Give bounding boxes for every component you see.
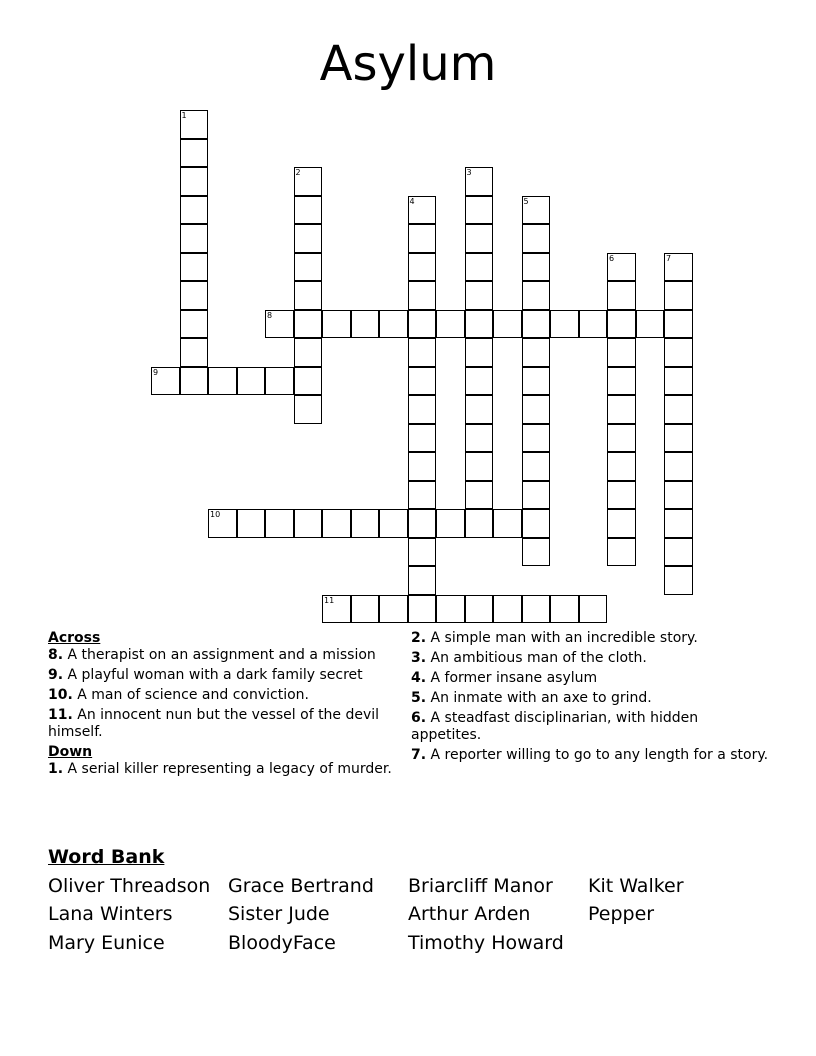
- clue-number: 2.: [411, 630, 427, 646]
- clue-number: 3.: [411, 650, 427, 666]
- clue-down-4: [411, 670, 771, 687]
- grid-cell[interactable]: [465, 595, 494, 624]
- clue-number-label: 8: [267, 310, 273, 320]
- grid-cell[interactable]: [522, 281, 551, 310]
- grid-cell[interactable]: [180, 196, 209, 225]
- grid-cell[interactable]: [322, 509, 351, 538]
- grid-cell[interactable]: [664, 566, 693, 595]
- grid-cell[interactable]: [465, 452, 494, 481]
- grid-cell[interactable]: [522, 224, 551, 253]
- grid-cell[interactable]: [522, 253, 551, 282]
- word-bank-item: Sister Jude: [228, 903, 330, 925]
- grid-cell[interactable]: [379, 595, 408, 624]
- grid-cell[interactable]: [294, 338, 323, 367]
- grid-cell[interactable]: [465, 481, 494, 510]
- grid-cell[interactable]: [664, 367, 693, 396]
- puzzle-title: Asylum: [319, 36, 497, 92]
- grid-cell[interactable]: [465, 509, 494, 538]
- clues-right-column: [411, 630, 771, 767]
- grid-cell[interactable]: [522, 452, 551, 481]
- grid-cell[interactable]: [408, 424, 437, 453]
- grid-cell[interactable]: [180, 253, 209, 282]
- grid-cell[interactable]: [607, 310, 636, 339]
- clue-down-5: [411, 690, 771, 707]
- grid-cell[interactable]: [664, 452, 693, 481]
- clue-number-label: 10: [210, 510, 221, 519]
- clues-left-column: [48, 630, 393, 781]
- clue-text: A steadfast disciplinarian, with hidden appetites.: [411, 710, 699, 743]
- grid-cell[interactable]: [408, 310, 437, 339]
- grid-cell[interactable]: [579, 595, 608, 624]
- clue-down-1: [48, 761, 393, 778]
- grid-cell[interactable]: [408, 281, 437, 310]
- clue-number: 8.: [48, 647, 64, 663]
- grid-cell[interactable]: [408, 367, 437, 396]
- grid-cell[interactable]: [265, 509, 294, 538]
- grid-cell[interactable]: [664, 310, 693, 339]
- word-bank-item: Kit Walker: [588, 875, 684, 897]
- grid-cell[interactable]: [522, 196, 551, 225]
- grid-cell[interactable]: [522, 367, 551, 396]
- grid-cell[interactable]: [607, 509, 636, 538]
- grid-cell[interactable]: [436, 595, 465, 624]
- grid-cell[interactable]: [294, 395, 323, 424]
- clue-number: 9.: [48, 667, 64, 683]
- clue-number-label: 3: [466, 168, 472, 177]
- grid-cell[interactable]: [208, 367, 237, 396]
- grid-cell[interactable]: [408, 196, 437, 225]
- word-bank-item: Briarcliff Manor: [408, 875, 553, 897]
- grid-cell[interactable]: [180, 338, 209, 367]
- word-bank-item: Oliver Threadson: [48, 875, 211, 897]
- grid-cell[interactable]: [465, 367, 494, 396]
- grid-cell[interactable]: [465, 424, 494, 453]
- grid-cell[interactable]: [180, 224, 209, 253]
- word-bank-item: BloodyFace: [228, 932, 336, 954]
- grid-cell[interactable]: [493, 310, 522, 339]
- grid-cell[interactable]: [607, 338, 636, 367]
- grid-cell[interactable]: [607, 253, 636, 282]
- grid-cell[interactable]: [664, 395, 693, 424]
- clue-text: A therapist on an assignment and a mission: [67, 647, 376, 663]
- clue-number: 5.: [411, 690, 427, 706]
- grid-cell[interactable]: [408, 481, 437, 510]
- grid-cell[interactable]: [607, 395, 636, 424]
- grid-cell[interactable]: [351, 310, 380, 339]
- grid-cell[interactable]: [408, 595, 437, 624]
- grid-cell[interactable]: [180, 167, 209, 196]
- grid-cell[interactable]: [408, 338, 437, 367]
- grid-cell[interactable]: [294, 196, 323, 225]
- clue-number-label: 1: [181, 111, 187, 120]
- clue-number-label: 5: [523, 196, 529, 206]
- grid-cell[interactable]: [351, 509, 380, 538]
- grid-cell[interactable]: [379, 509, 408, 538]
- grid-cell[interactable]: [522, 509, 551, 538]
- word-bank-heading: Word Bank: [48, 846, 165, 868]
- grid-cell[interactable]: [294, 224, 323, 253]
- grid-cell[interactable]: [522, 395, 551, 424]
- grid-cell[interactable]: [408, 253, 437, 282]
- grid-cell[interactable]: [322, 310, 351, 339]
- grid-cell[interactable]: [408, 566, 437, 595]
- clue-number-label: 6: [609, 253, 615, 263]
- grid-cell[interactable]: [465, 167, 494, 196]
- clue-number: 4.: [411, 670, 427, 686]
- clue-text: A simple man with an incredible story.: [430, 630, 698, 646]
- grid-cell[interactable]: [636, 310, 665, 339]
- word-bank-item: Grace Bertrand: [228, 875, 374, 897]
- grid-cell[interactable]: [664, 253, 693, 282]
- word-bank-item: Pepper: [588, 903, 655, 925]
- word-bank-item: Lana Winters: [48, 903, 173, 925]
- grid-cell[interactable]: [408, 538, 437, 567]
- grid-cell[interactable]: [408, 452, 437, 481]
- grid-cell[interactable]: [294, 167, 323, 196]
- clue-number: 1.: [48, 761, 64, 777]
- grid-cell[interactable]: [493, 595, 522, 624]
- clue-across-8: [48, 647, 393, 664]
- grid-cell[interactable]: [294, 253, 323, 282]
- grid-cell[interactable]: [664, 481, 693, 510]
- grid-cell[interactable]: [436, 509, 465, 538]
- clue-across-11: [48, 707, 393, 741]
- grid-cell[interactable]: [465, 253, 494, 282]
- down-heading: Down: [48, 744, 93, 760]
- grid-cell[interactable]: [294, 310, 323, 339]
- grid-cell[interactable]: [379, 310, 408, 339]
- clue-number-label: 7: [666, 253, 672, 263]
- grid-cell[interactable]: [265, 367, 294, 396]
- grid-cell[interactable]: [550, 595, 579, 624]
- clue-text: An inmate with an axe to grind.: [430, 690, 652, 706]
- grid-cell[interactable]: [493, 509, 522, 538]
- grid-cell[interactable]: [436, 310, 465, 339]
- clue-down-3: [411, 650, 771, 667]
- clue-text: A reporter willing to go to any length for a story.: [430, 747, 769, 763]
- grid-cell[interactable]: [550, 310, 579, 339]
- word-bank-item: Mary Eunice: [48, 932, 165, 954]
- grid-cell[interactable]: [607, 538, 636, 567]
- clue-text: A man of science and conviction.: [77, 687, 309, 703]
- clue-down-2: [411, 630, 771, 647]
- grid-cell[interactable]: [408, 224, 437, 253]
- grid-cell[interactable]: [465, 224, 494, 253]
- clue-number: 10.: [48, 687, 73, 703]
- grid-cell[interactable]: [351, 595, 380, 624]
- clue-across-9: [48, 667, 393, 684]
- across-heading: Across: [48, 630, 101, 646]
- clue-text: A serial killer representing a legacy of murder.: [67, 761, 392, 777]
- grid-cell[interactable]: [522, 310, 551, 339]
- clue-text: A playful woman with a dark family secret: [67, 667, 363, 683]
- clue-down-6: [411, 710, 771, 744]
- grid-cell[interactable]: [664, 509, 693, 538]
- clue-number-label: 9: [153, 367, 159, 377]
- clue-text: A former insane asylum: [430, 670, 598, 686]
- grid-cell[interactable]: [607, 481, 636, 510]
- grid-cell[interactable]: [294, 509, 323, 538]
- clue-down-7: [411, 747, 771, 764]
- clue-across-10: [48, 687, 393, 704]
- clue-text: An innocent nun but the vessel of the devil himself.: [48, 707, 380, 740]
- clue-number: 11.: [48, 707, 73, 723]
- clue-number: 7.: [411, 747, 427, 763]
- grid-cell[interactable]: [180, 110, 209, 139]
- grid-cell[interactable]: [522, 481, 551, 510]
- grid-cell[interactable]: [294, 281, 323, 310]
- clue-number-label: 11: [324, 595, 335, 605]
- grid-cell[interactable]: [607, 281, 636, 310]
- grid-cell[interactable]: [237, 367, 266, 396]
- grid-cell[interactable]: [151, 367, 180, 396]
- grid-cell[interactable]: [180, 367, 209, 396]
- grid-cell[interactable]: [465, 196, 494, 225]
- grid-cell[interactable]: [607, 367, 636, 396]
- word-bank-item: Timothy Howard: [408, 932, 564, 954]
- grid-cell[interactable]: [607, 452, 636, 481]
- grid-cell[interactable]: [522, 424, 551, 453]
- grid-cell[interactable]: [664, 338, 693, 367]
- clue-number-label: 4: [409, 196, 415, 206]
- grid-cell[interactable]: [664, 424, 693, 453]
- grid-cell[interactable]: [522, 595, 551, 624]
- grid-cell[interactable]: [180, 281, 209, 310]
- grid-cell[interactable]: [180, 310, 209, 339]
- grid-cell[interactable]: [408, 509, 437, 538]
- grid-cell[interactable]: [465, 338, 494, 367]
- word-bank-item: Arthur Arden: [408, 903, 531, 925]
- grid-cell[interactable]: [522, 538, 551, 567]
- grid-cell[interactable]: [465, 281, 494, 310]
- grid-cell[interactable]: [664, 538, 693, 567]
- grid-cell[interactable]: [180, 139, 209, 168]
- grid-cell[interactable]: [322, 595, 351, 624]
- grid-cell[interactable]: [208, 509, 237, 538]
- grid-cell[interactable]: [294, 367, 323, 396]
- clue-number-label: 2: [295, 168, 301, 177]
- clue-text: An ambitious man of the cloth.: [430, 650, 647, 666]
- grid-cell[interactable]: [664, 281, 693, 310]
- clue-number: 6.: [411, 710, 427, 726]
- grid-cell[interactable]: [265, 310, 294, 339]
- grid-cell[interactable]: [237, 509, 266, 538]
- grid-cell[interactable]: [522, 338, 551, 367]
- grid-cell[interactable]: [607, 424, 636, 453]
- grid-cell[interactable]: [408, 395, 437, 424]
- grid-cell[interactable]: [465, 310, 494, 339]
- grid-cell[interactable]: [579, 310, 608, 339]
- grid-cell[interactable]: [465, 395, 494, 424]
